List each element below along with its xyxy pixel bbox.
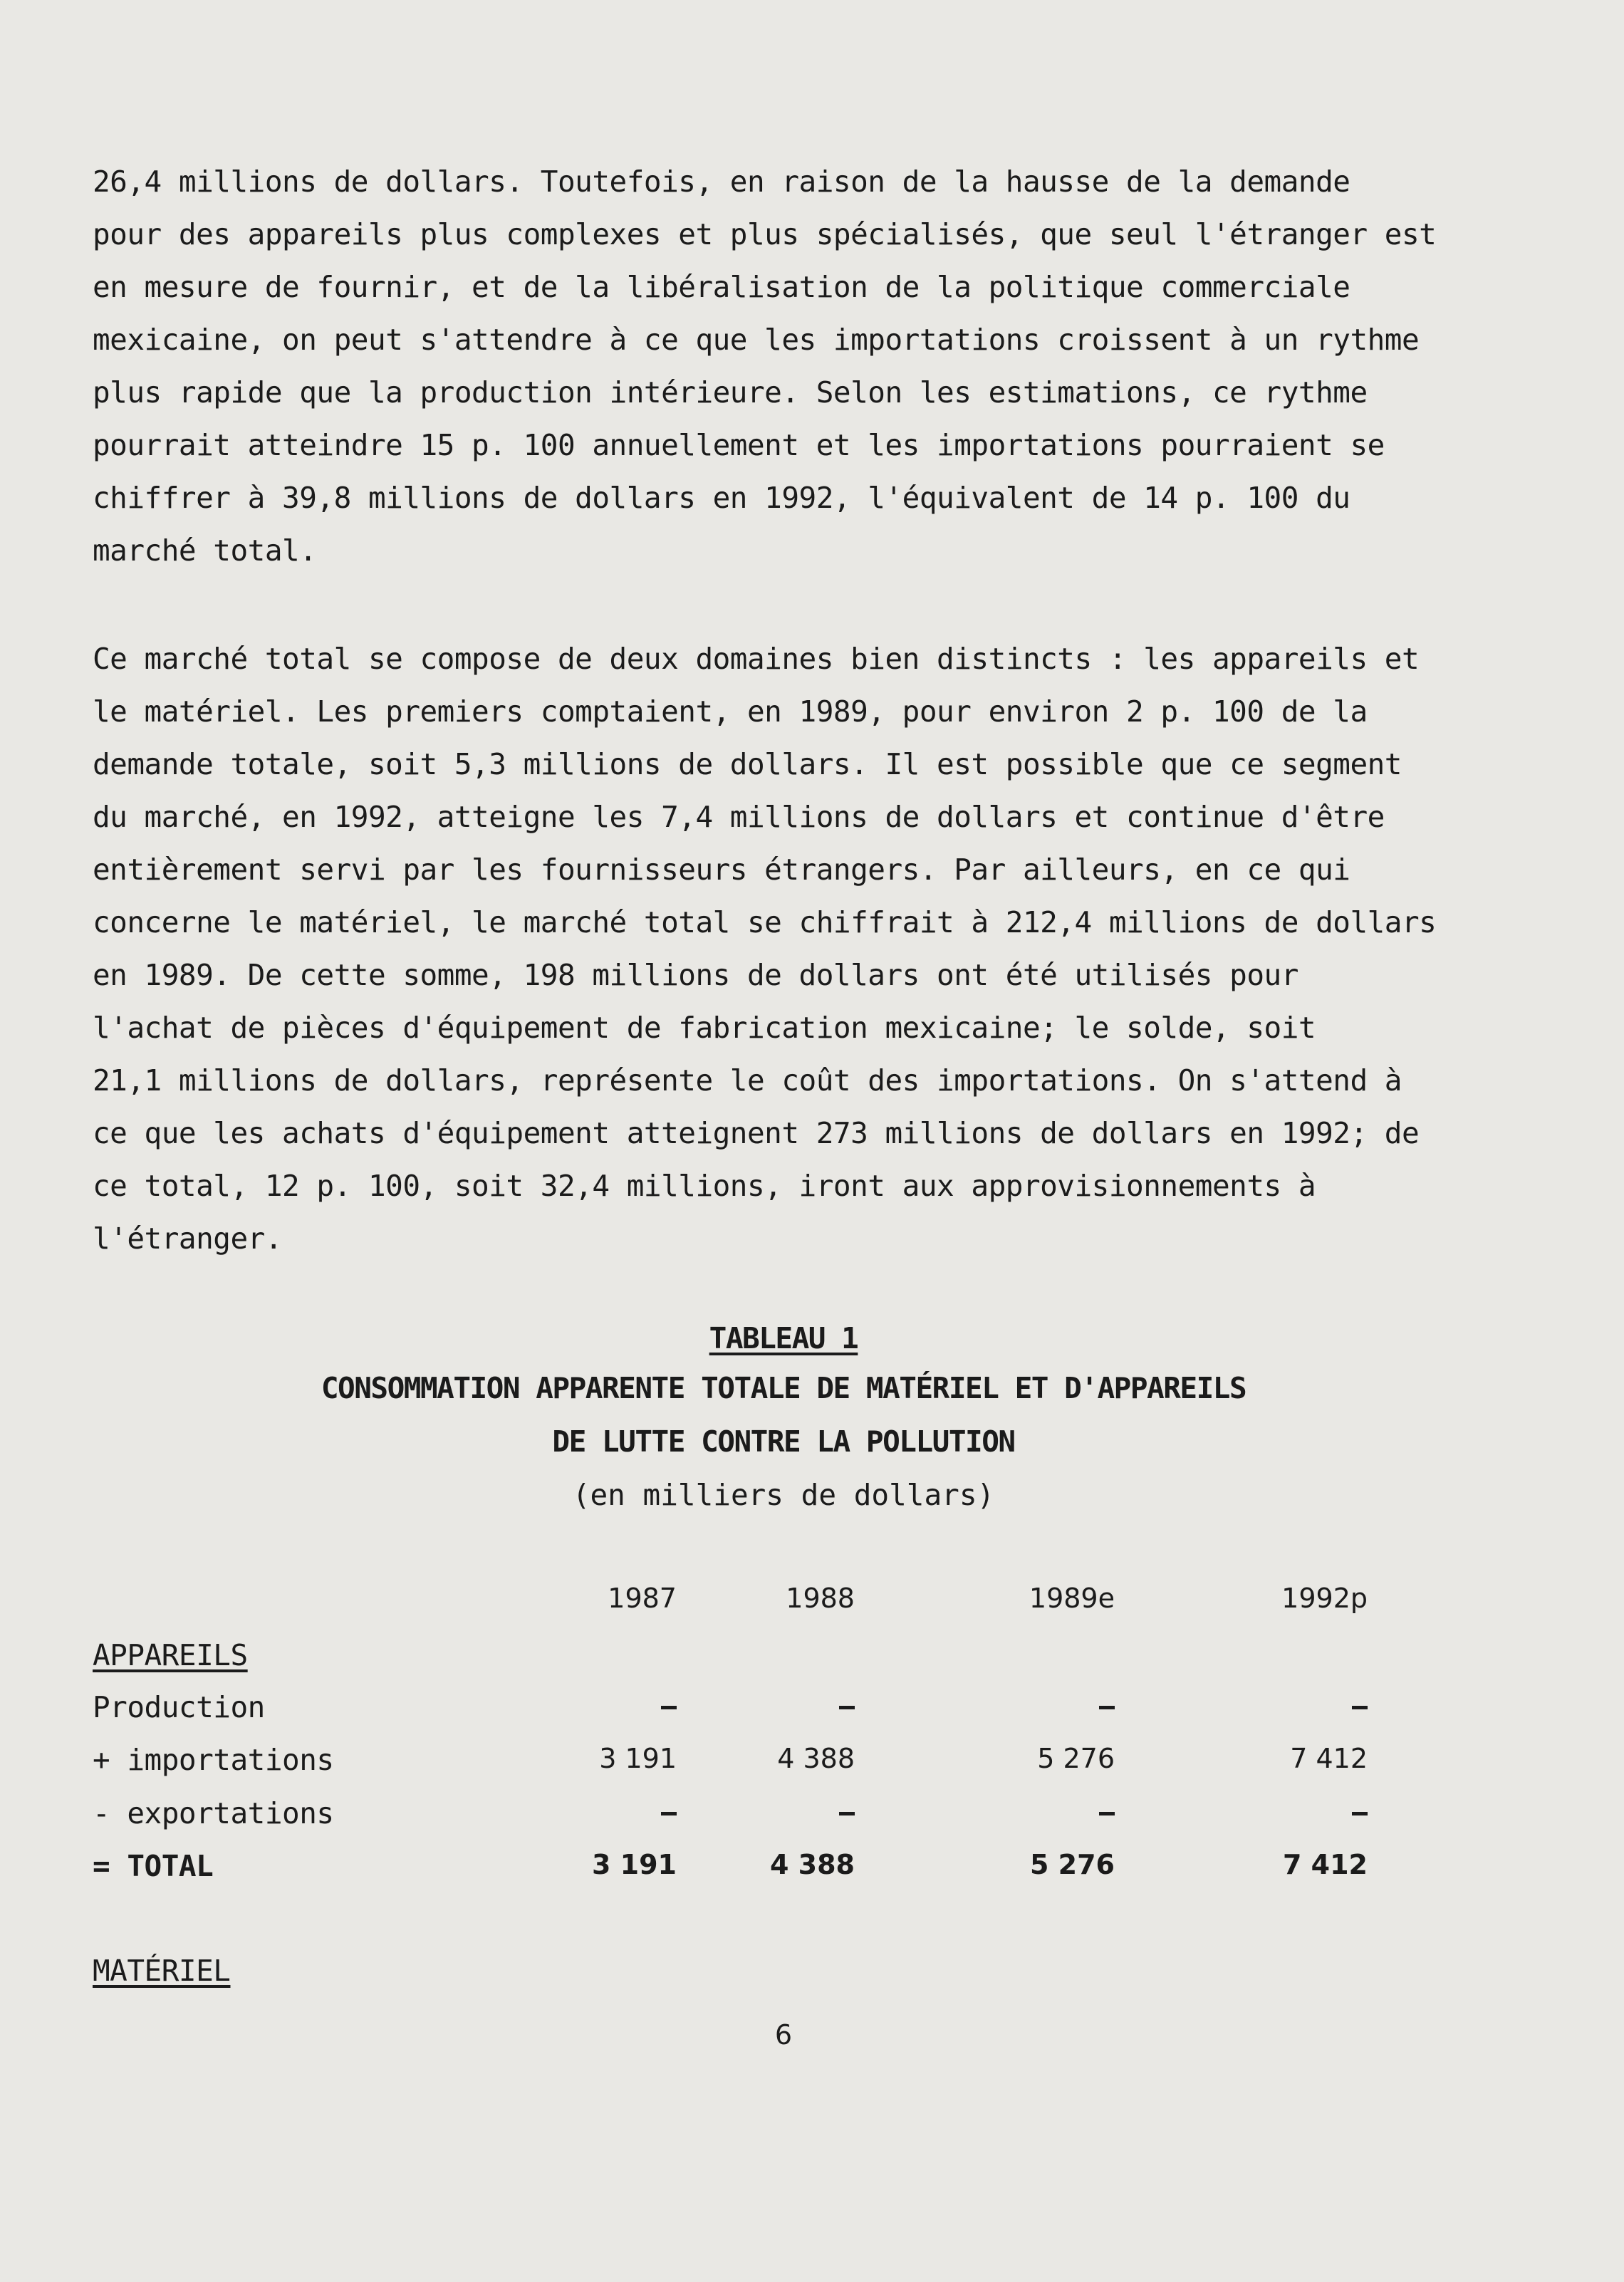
row-label: + importations (93, 1743, 334, 1777)
section-heading-appareils: APPAREILS (93, 1638, 248, 1672)
text-line: entièrement servi par les fournisseurs étrangers. Par ailleurs, en ce qui (93, 853, 1350, 887)
text-line: mexicaine, on peut s'attendre à ce que les importations croissent à un rythme (93, 323, 1420, 357)
nil-value (534, 1796, 677, 1828)
paragraph-1 (93, 155, 1482, 577)
text-line: du marché, en 1992, atteigne les 7,4 millions de dollars et continue d'être (93, 800, 1385, 834)
text-line: ce total, 12 p. 100, soit 32,4 millions, iront aux approvisionnements à (93, 1169, 1316, 1203)
nil-value (712, 1796, 855, 1828)
text-line: en mesure de fournir, et de la libéralisation de la politique commerciale (93, 270, 1350, 304)
text-line: pourrait atteindre 15 p. 100 annuellement et les importations pourraient se (93, 428, 1385, 462)
text-line: le matériel. Les premiers comptaient, en 1989, pour environ 2 p. 100 de la (93, 694, 1368, 729)
row-label: Production (93, 1690, 265, 1724)
table-cell: 4 388 (770, 1849, 855, 1880)
table-total-row (0, 1849, 1624, 1892)
text-line: en 1989. De cette somme, 198 millions de dollars ont été utilisés pour (93, 958, 1298, 992)
table-label: TABLEAU 1 (709, 1321, 858, 1355)
text-line: demande totale, soit 5,3 millions de dollars. Il est possible que ce segment (93, 747, 1402, 781)
nil-value (712, 1690, 855, 1721)
table-row (0, 1690, 1624, 1733)
page-number: 6 (774, 2019, 793, 2051)
nil-value (1225, 1690, 1368, 1721)
table-row (0, 1796, 1624, 1839)
year-header: 1988 (786, 1583, 855, 1614)
text-line: l'étranger. (93, 1221, 283, 1256)
nil-value (972, 1796, 1115, 1828)
table-title-line-1: CONSOMMATION APPARENTE TOTALE DE MATÉRIEL ET D'APPAREILS (321, 1371, 1246, 1405)
table-cell: 5 276 (1030, 1849, 1115, 1880)
table-cell: 3 191 (592, 1849, 677, 1880)
text-line: 26,4 millions de dollars. Toutefois, en raison de la hausse de la demande (93, 165, 1350, 199)
table-cell: 7 412 (1290, 1743, 1368, 1774)
row-label: = TOTAL (93, 1849, 214, 1883)
table-unit: (en milliers de dollars) (572, 1478, 995, 1512)
section-heading-row (0, 1638, 1624, 1681)
table-row (0, 1743, 1624, 1786)
year-header: 1989e (1029, 1583, 1115, 1614)
section-heading-materiel: MATÉRIEL (93, 1954, 231, 1988)
section-heading-row (0, 1954, 1624, 1996)
nil-value (1225, 1796, 1368, 1828)
text-line: ce que les achats d'équipement atteignent 273 millions de dollars en 1992; de (93, 1116, 1420, 1150)
text-line: plus rapide que la production intérieure. Selon les estimations, ce rythme (93, 375, 1368, 410)
table-title-line-2: DE LUTTE CONTRE LA POLLUTION (552, 1424, 1015, 1459)
row-label: - exportations (93, 1796, 334, 1830)
nil-value (534, 1690, 677, 1721)
paragraph-2 (93, 632, 1482, 1265)
nil-value (972, 1690, 1115, 1721)
text-line: l'achat de pièces d'équipement de fabrication mexicaine; le solde, soit (93, 1011, 1316, 1045)
text-line: chiffrer à 39,8 millions de dollars en 1992, l'équivalent de 14 p. 100 du (93, 481, 1350, 515)
table-cell: 5 276 (1037, 1743, 1115, 1774)
text-line: marché total. (93, 533, 317, 568)
text-line: Ce marché total se compose de deux domaines bien distincts : les appareils et (93, 642, 1420, 676)
table-cell: 3 191 (599, 1743, 677, 1774)
text-line: concerne le matériel, le marché total se chiffrait à 212,4 millions de dollars (93, 905, 1437, 939)
table-cell: 7 412 (1283, 1849, 1368, 1880)
text-line: pour des appareils plus complexes et plus spécialisés, que seul l'étranger est (93, 217, 1437, 251)
year-header: 1992p (1281, 1583, 1368, 1614)
text-line: 21,1 millions de dollars, représente le coût des importations. On s'attend à (93, 1063, 1402, 1098)
table-cell: 4 388 (777, 1743, 855, 1774)
year-header: 1987 (608, 1583, 677, 1614)
table-header-row (0, 1583, 1624, 1625)
